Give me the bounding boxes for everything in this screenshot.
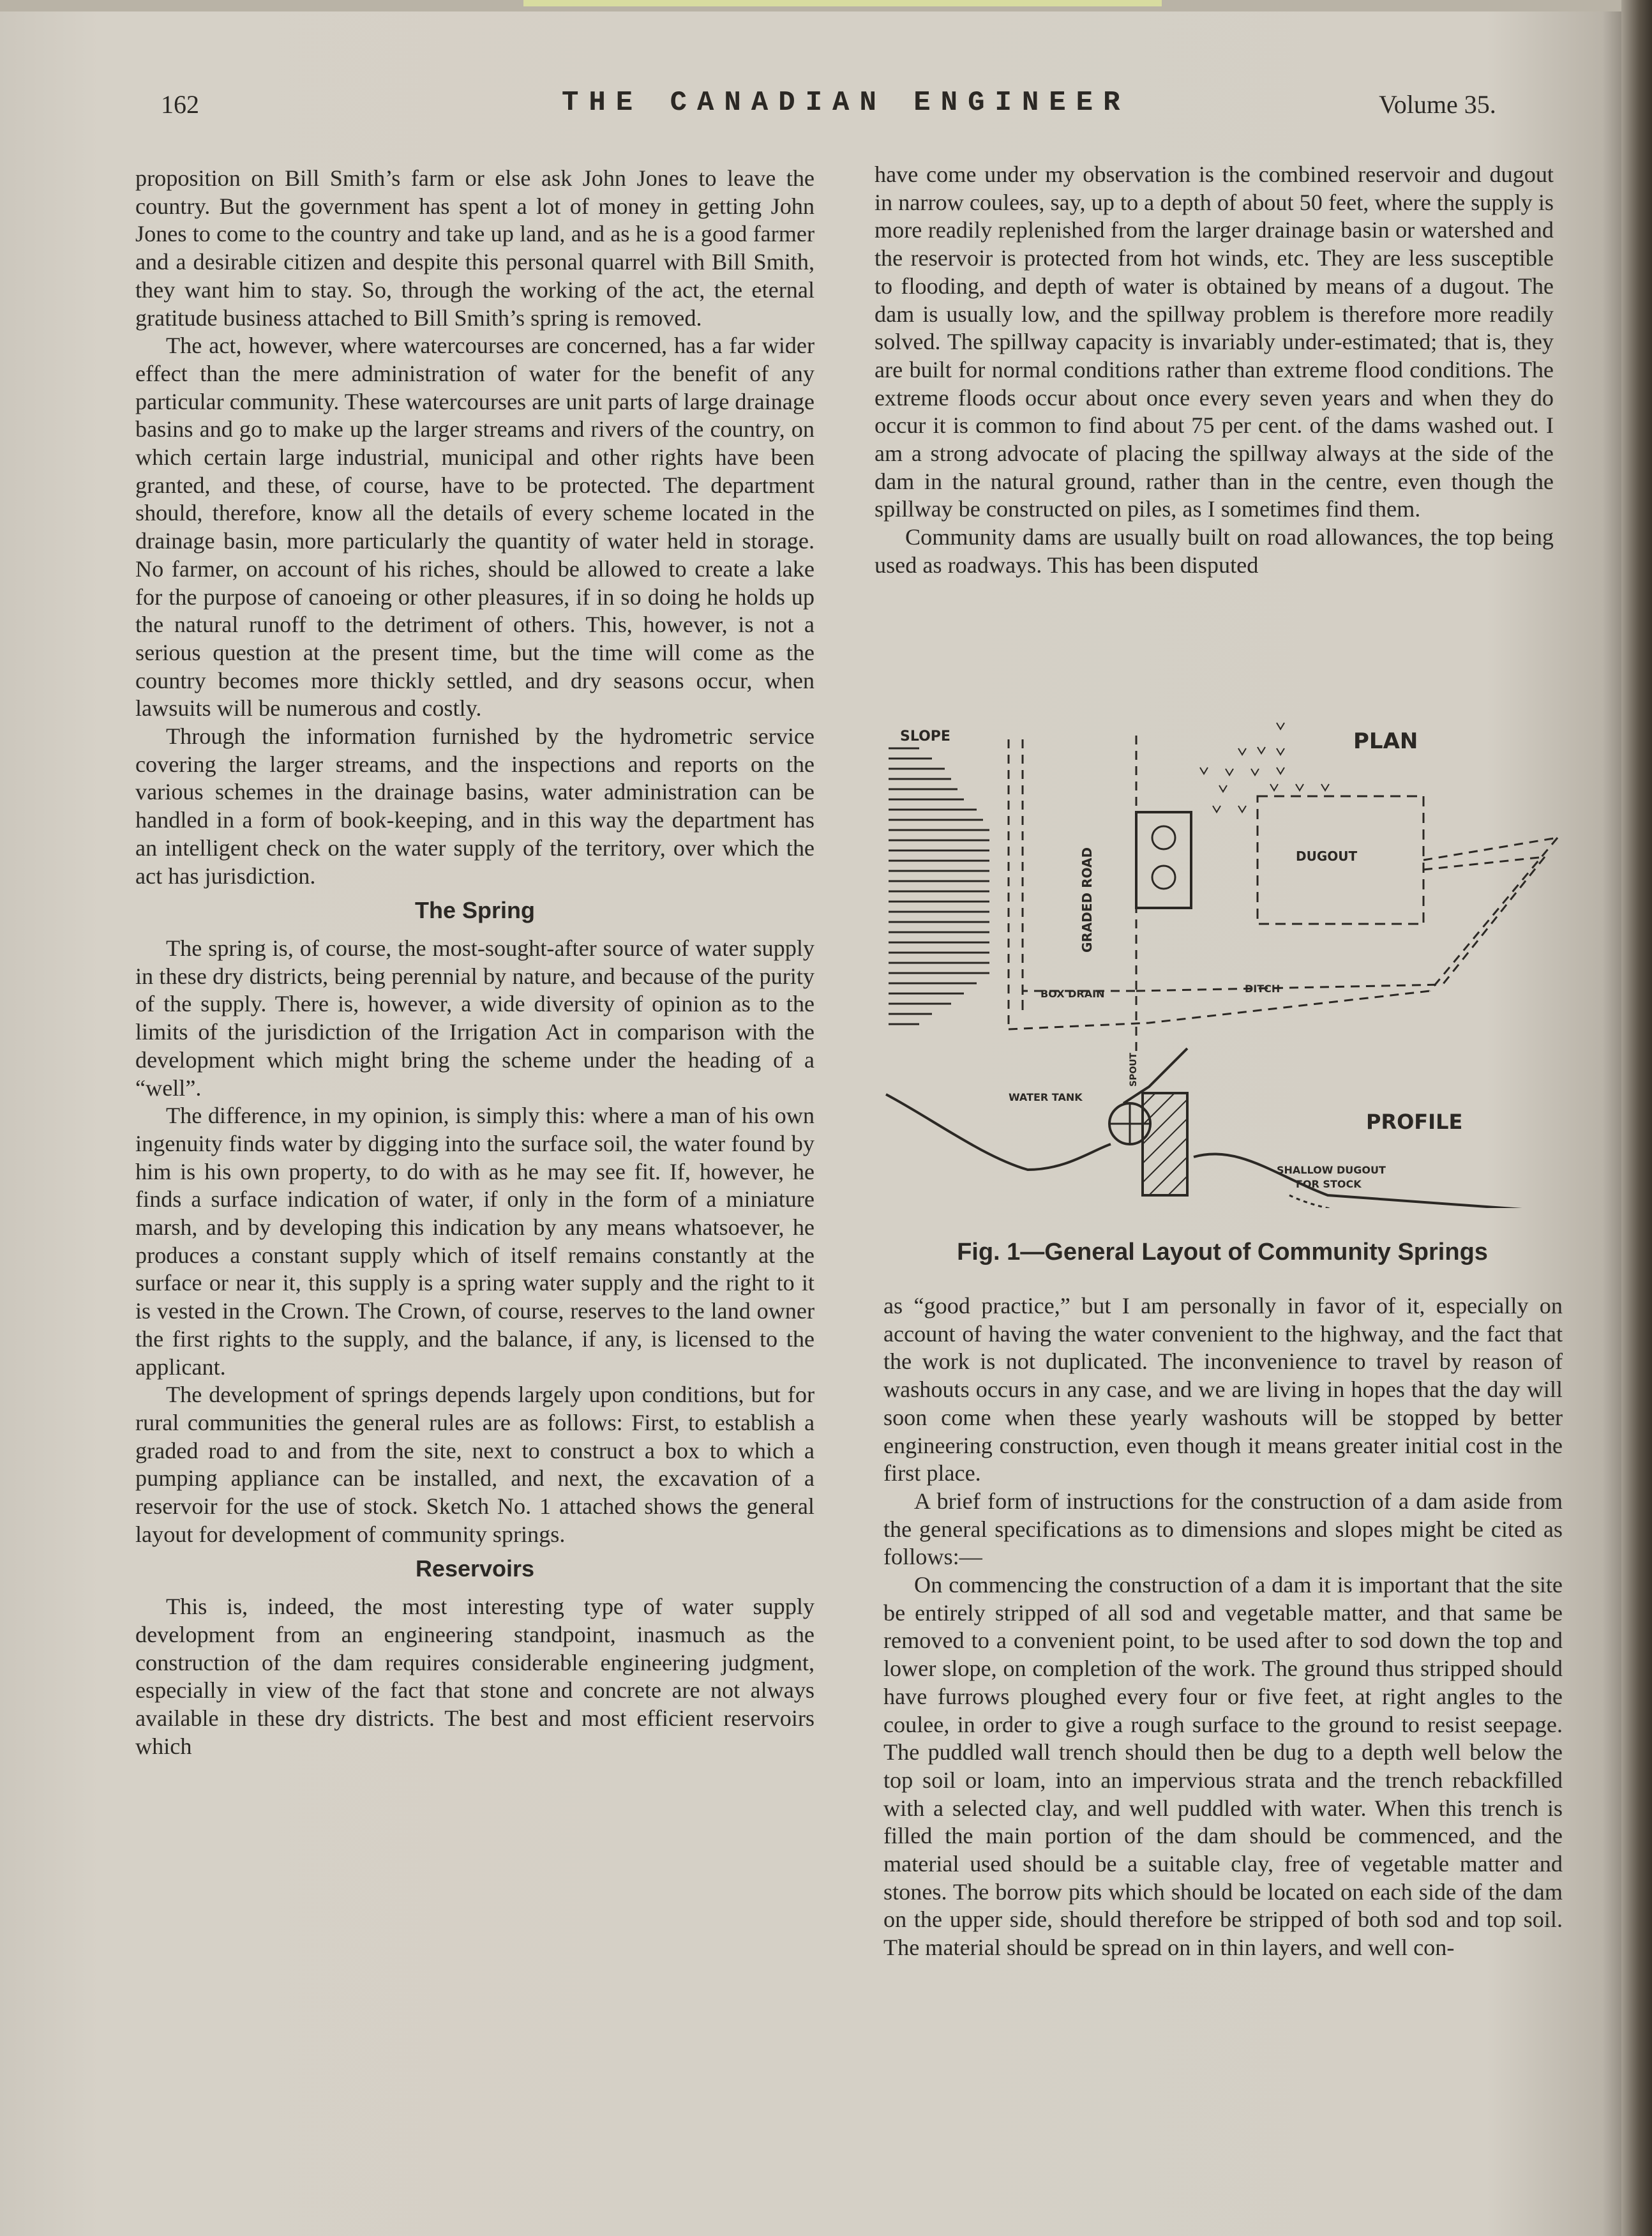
- top-edge: [0, 0, 1652, 11]
- label-box-drain: BOX DRAIN: [1040, 988, 1105, 1000]
- section-heading-spring: The Spring: [415, 897, 535, 924]
- paragraph: Community dams are usually built on road allowances, the top being used as roadways. This has been disputed: [875, 524, 1554, 578]
- right-column-bottom: [883, 1292, 1563, 1962]
- paragraph: On commencing the construction of a dam it is important that the site be entirely stripped of all sod and vegetable matter, and that same be removed to a convenient point, to be used after to sod down the top and lower slope, on completion of the work. The ground thus stripped should have furrows ploughed every four or five feet, at right angles to the coulee, in order to give a rough surface to the ground to resist seepage. The puddled wall trench should then be dug to a depth well below the top soil or loam, into an impervious strata and the trench rebackfilled with a selected clay, and well puddled with water. When this trench is filled the main portion of the dam should be commenced, and the material used should be a suitable clay, free of vegetable matter and stones. The borrow pits which should be located on each side of the dam on the upper side, should therefore be stripped of both sod and top soil. The material should be spread on in thin layers, and well con-: [883, 1572, 1563, 1961]
- paragraph: The act, however, where watercourses are concerned, has a far wider effect than the mere administration of water for the benefit of any particular community. These watercourses are unit parts of large drainage basins and go to make up the larger streams and rivers of the country, on which certain large industrial, municipal and other rights have been granted, and these, of course, have to be protected. The department should, therefore, know all the details of every scheme located in the drainage basin, more particularly the quantity of water held in storage. No farmer, on account of his riches, should be allowed to create a lake for the purpose of canoeing or other pleasures, if in so doing he holds up the natural runoff to the detriment of others. This, however, is not a serious question at the present time, but the time will come as the country becomes more thickly settled, and dry seasons occur, when lawsuits will be numerous and costly.: [135, 333, 815, 721]
- label-spout: SPOUT: [1129, 1052, 1139, 1087]
- page-number: 162: [161, 90, 199, 119]
- running-header: [0, 84, 1652, 123]
- binding-edge: [1621, 0, 1652, 2236]
- paragraph: Through the information furnished by the hydrometric service covering the larger streams, and the inspections and reports on the various schemes in the drainage basins, water administration can be handled in a form of book-keeping, and in this way the department has an intelligent check on the water supply of the territory, over which the act has jurisdiction.: [135, 723, 815, 889]
- label-water-tank: WATER TANK: [1009, 1091, 1083, 1103]
- label-slope: SLOPE: [900, 729, 950, 744]
- paragraph: The difference, in my opinion, is simply this: where a man of his own ingenuity finds water by digging into the surface soil, the water found by him is his own property, to do with as he may see fit. If, however, he finds a surface indication of water, if only in the form of a miniature marsh, and by developing this indication by any means whatsoever, he produces a constant supply which of itself remains constantly at the surface or near it, this supply is a spring water supply and the right to it is vested in the Crown. The Crown, of course, reserves to the land owner the first rights to the supply, and the balance, if any, is licensed to the applicant.: [135, 1103, 815, 1380]
- label-graded-road: GRADED ROAD: [1079, 847, 1095, 953]
- label-shallow-dugout: SHALLOW DUGOUT: [1277, 1164, 1386, 1176]
- paragraph: A brief form of instructions for the construction of a dam aside from the general specifications as to dimensions and slopes might be cited as follows:—: [883, 1488, 1563, 1570]
- journal-title: THE CANADIAN ENGINEER: [562, 87, 1130, 119]
- right-column-top: [875, 161, 1554, 580]
- volume-label: Volume 35.: [1379, 90, 1496, 119]
- slope-hatching: [889, 748, 989, 1024]
- label-dugout: DUGOUT: [1296, 849, 1358, 864]
- paragraph: This is, indeed, the most interesting type of water supply development from an engineering standpoint, inasmuch as the construction of the dam requires considerable engineering judgment, especially in view of the fact that stone and concrete are not always available in these dry districts. The best and most efficient reservoirs which: [135, 1594, 815, 1759]
- layout-sketch: [881, 710, 1570, 1208]
- paragraph: The development of springs depends largely upon conditions, but for rural communities the general rules are as follows: First, to establish a graded road to and from the site, next to construct a box to which a pumping appliance can be installed, and next, the excavation of a reservoir for the use of stock. Sketch No. 1 attached shows the general layout for development of community springs.: [135, 1382, 815, 1547]
- paragraph: The spring is, of course, the most-sought-after source of water supply in these dry districts, being perennial by nature, and because of the purity of the supply. There is, however, a wide diversity of opinion as to the limits of the jurisdiction of the Irrigation Act in comparison with the development which might bring the scheme under the heading of a “well”.: [135, 935, 815, 1101]
- label-ditch: DITCH: [1245, 983, 1280, 995]
- label-for-stock: FOR STOCK: [1296, 1178, 1362, 1190]
- label-profile: PROFILE: [1366, 1110, 1463, 1134]
- paragraph: have come under my observation is the combined reservoir and dugout in narrow coulees, say, up to a depth of about 50 feet, where the supply is more readily replenished from the larger drainage basin or watershed and the reservoir is protected from hot winds, etc. They are less susceptible to flooding, and depth of water is obtained by means of a dugout. The dam is usually low, and the spillway problem is therefore more readily solved. The spillway capacity is invariably under-estimated; that is, they are built for normal conditions rather than extreme flood conditions. The extreme floods occur about once every seven years and when they do occur it is common to find about 75 per cent. of the dams washed out. I am a strong advocate of placing the spillway always at the side of the dam in the natural ground, rather than in the centre, even though the spillway be constructed on piles, as I sometimes find them.: [875, 162, 1554, 522]
- figure-community-springs: [881, 710, 1570, 1208]
- label-plan: PLAN: [1353, 729, 1418, 754]
- left-column: [135, 165, 815, 1760]
- top-edge-tint: [523, 0, 1162, 6]
- figure-caption: Fig. 1—General Layout of Community Springs: [957, 1239, 1488, 1265]
- paragraph: proposition on Bill Smith’s farm or else ask John Jones to leave the country. But the government has spent a lot of money in getting John Jones to come to the country and take up land, and as he is a good farmer and a desirable citizen and despite this personal quarrel with Bill Smith, they want him to stay. So, through the working of the act, the eternal gratitude business attached to Bill Smith’s spring is removed.: [135, 165, 815, 331]
- section-heading-reservoirs: Reservoirs: [415, 1555, 535, 1582]
- paragraph: as “good practice,” but I am personally in favor of it, especially on account of having the water convenient to the highway, and the fact that the work is not duplicated. The inconvenience to travel by reason of washouts occurs in any case, and we are living in hopes that the day will soon come when these yearly washouts will be stopped by better engineering construction, even though it means greater initial cost in the first place.: [883, 1293, 1563, 1486]
